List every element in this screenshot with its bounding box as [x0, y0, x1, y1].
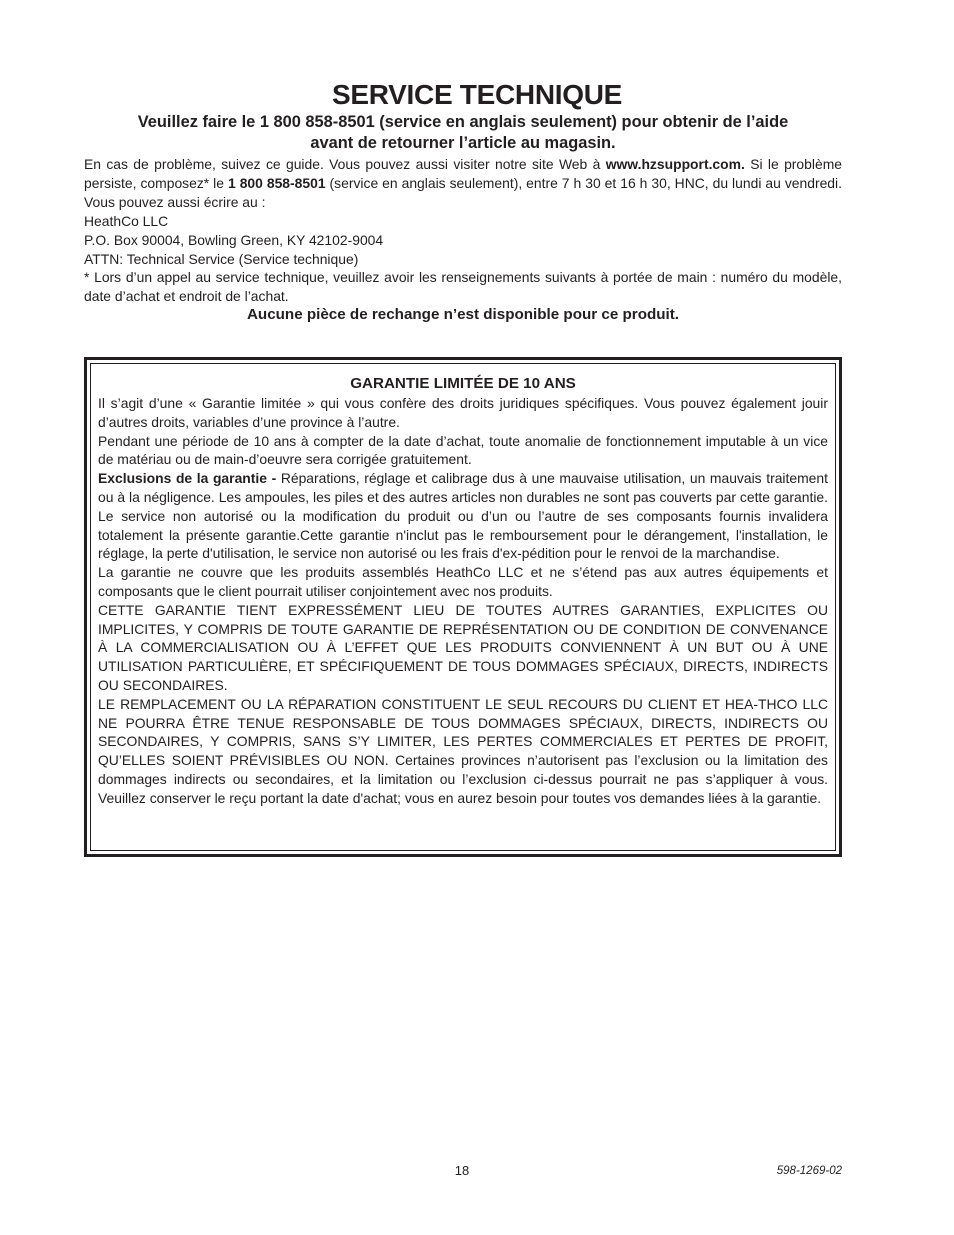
warranty-inner-frame — [90, 363, 836, 851]
call-heading-line2: avant de retourner l’article au magasin. — [310, 134, 616, 152]
address-line-attn: ATTN: Technical Service (Service technique) — [84, 250, 359, 267]
warranty-title: GARANTIE LIMITÉE DE 10 ANS — [350, 375, 576, 392]
warranty-content — [98, 374, 828, 808]
call-heading-line1: Veuillez faire le 1 800 858-8501 (service en anglais seulement) pour obtenir de l’aide — [137, 113, 789, 131]
call-heading — [84, 112, 842, 154]
exclusions-text: Réparations, réglage et calibrage dus à une mauvaise utilisation, un mauvais traitement ou à la négligence. Les ampoules, les piles et des autres articles non durables ne sont pas couverts par cette garantie. Le service non autorisé ou la modification du produit ou d’un ou l’autre de ses composants fournis invalidera totalement la présente garantie.Cette garantie n'inclut pas le remboursement pour le dérangement, l'installation, le réglage, la perte d'utilisation, le service non autorisé ou les frais d'ex-pédition pour le renvoi de la marchandise. — [98, 470, 828, 562]
address-line-po-box: P.O. Box 90004, Bowling Green, KY 42102-9004 — [84, 231, 384, 248]
intro-text-2: Si le problème persiste, composez* le — [84, 156, 842, 191]
page-title: SERVICE TECHNIQUE — [332, 79, 622, 110]
warranty-paragraph-4: La garantie ne couvre que les produits assemblés HeathCo LLC et ne s’étend pas aux autres équipements et composants que le client pourrait utiliser conjointement avec nos produits. — [98, 564, 828, 599]
address-line-company: HeathCo LLC — [84, 212, 169, 229]
website-link: www.hzsupport.com. — [605, 156, 745, 172]
warranty-paragraph-6: LE REMPLACEMENT OU LA RÉPARATION CONSTITUENT LE SEUL RECOURS DU CLIENT ET HEA-THCO LLC NE POURRA ÊTRE TENUE RESPONSABLE DE TOUS DOMMAGES SPÉCIAUX, DIRECTS, INDIRECTS OU SECONDAIRES, Y COMPRIS, SANS S’Y LIMITER, LES PERTES COMMERCIALES ET PERTES DE PROFIT, QU’ELLES SOIENT PRÉVISIBLES OU NON. Certaines provinces n’autorisent pas l’exclusion ou la limitation des dommages indirects ou secondaires, et la limitation ou l’exclusion ci-dessus pourrait ne pas s’appliquer à vous. Veuillez conserver le reçu portant la date d'achat; vous en aurez besoin pour toutes vos demandes liées à la garantie. — [98, 695, 828, 806]
phone-number: 1 800 858-8501 — [227, 174, 326, 191]
warranty-exclusions — [98, 469, 828, 563]
warranty-box — [84, 357, 842, 857]
exclusions-label: Exclusions de la garantie - — [98, 470, 277, 487]
no-parts-notice: Aucune pièce de rechange n’est disponible pour ce produit. — [246, 306, 680, 323]
warranty-paragraph-5: CETTE GARANTIE TIENT EXPRESSÉMENT LIEU DE TOUTES AUTRES GARANTIES, EXPLICITES OU IMPLICITES, Y COMPRIS DE TOUTE GARANTIE DE REPRÉSENTATION OU DE CONDITION DE CONVENANCE À LA COMMERCIALISATION OU À L’EFFET QUE LES PRODUITS CONVIENNENT À UN BUT OU À UNE UTILISATION PARTICULIÈRE, ET SPÉCIFIQUEMENT DE TOUS DOMMAGES SPÉCIAUX, DIRECTS, INDIRECTS OU SECONDAIRES. — [98, 601, 828, 693]
intro-text-3: (service en anglais seulement), entre 7 h 30 et 16 h 30, HNC, du lundi au vendredi. Vous pouvez aussi écrire au : — [84, 174, 842, 210]
intro-footnote: * Lors d’un appel au service technique, veuillez avoir les renseignements suivants à portée de main : numéro du modèle, date d’achat et endroit de l’achat. — [84, 269, 842, 305]
document-code: 598-1269-02 — [776, 1165, 842, 1177]
intro-section — [84, 155, 842, 306]
warranty-paragraph-2: Pendant une période de 10 ans à compter de la date d’achat, toute anomalie de fonctionnement imputable à un vice de matériau ou de main-d’oeuvre sera corrigée gratuitement. — [98, 432, 828, 468]
page-number: 18 — [454, 1163, 470, 1178]
intro-text-1: En cas de problème, suivez ce guide. Vous pouvez aussi visiter notre site Web à — [84, 156, 606, 172]
intro-paragraph — [84, 155, 842, 212]
warranty-paragraph-1: Il s’agit d’une « Garantie limitée » qui vous confère des droits juridiques spécifiques. Vous pouvez également jouir d’autres droits, variables d’une province à l’autre. — [98, 395, 828, 430]
